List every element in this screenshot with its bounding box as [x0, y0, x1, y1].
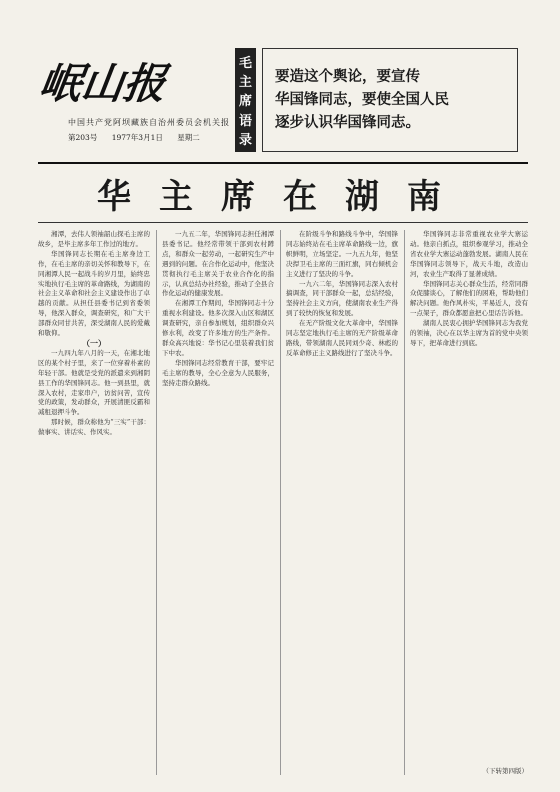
column-divider [280, 230, 281, 775]
paragraph: 那时候，群众称他为“三实”干部：做事实、讲话实、作风实。 [38, 418, 150, 437]
banner-char: 录 [238, 132, 252, 148]
quote-line: 要造这个舆论，要宣传 [275, 68, 420, 85]
column-2 [162, 230, 274, 775]
paragraph: 华国锋同志关心群众生活，经常同群众促膝谈心，了解他们的困难，帮助他们解决问题。他作风朴实，平易近人，没有一点架子，群众都愿意把心里话告诉他。 [410, 279, 528, 318]
masthead [38, 28, 528, 154]
issue-number: 第203号 [68, 133, 98, 142]
paragraph: 一九五二年，华国锋同志担任湘潭县委书记。他经常带领干部到农村蹲点，和群众一起劳动，一起研究生产中遇到的问题。在合作化运动中，他坚决贯彻执行毛主席关于农业合作化的指示，认真总结办社经验，推动了全县合作化运动的健康发展。 [162, 230, 274, 298]
paragraph: 在阶级斗争和路线斗争中，华国锋同志始终站在毛主席革命路线一边，旗帜鲜明，立场坚定。一九五九年，他坚决捍卫毛主席的三面红旗，同右倾机会主义进行了坚决的斗争。 [286, 230, 398, 278]
newspaper-logo [36, 52, 170, 112]
column-1 [38, 230, 150, 775]
paragraph: 一九四九年八月的一天，在湘北地区的某个村子里，来了一位穿着朴素的年轻干部。他就是受党的派遣来到湘阴县工作的华国锋同志。他一到县里，就深入农村，走家串户，访贫问苦，宣传党的政策，发动群众，开展清匪反霸和减租退押斗争。 [38, 348, 150, 417]
headline: 华主席在湖南 [97, 176, 469, 217]
banner-char: 毛 [238, 56, 252, 72]
issue-line [68, 132, 212, 143]
article-body [38, 230, 528, 775]
paragraph: 湘潭，去伟人领袖韶山探毛主席的故乡，是毕主席多年工作过的地方。 [38, 230, 150, 248]
paragraph: 华国锋同志经常教育干部，要牢记毛主席的教导，全心全意为人民服务，坚持走群众路线。 [162, 358, 274, 387]
paragraph: 一九六二年，华国锋同志深入农村搞调查，同干部群众一起，总结经验，坚持社会主义方向，使湖南农业生产得到了较快的恢复和发展。 [286, 279, 398, 318]
paragraph: 华国锋同志非常重视农业学大寨运动。他亲自抓点，组织参观学习，推动全省农业学大寨运动蓬勃发展。湖南人民在华国锋同志领导下，战天斗地，改造山河，农业生产取得了显著成绩。 [410, 230, 528, 278]
paragraph: 湖南人民衷心拥护华国锋同志为我党的领袖，决心在以华主席为首的党中央领导下，把革命进行到底。 [410, 319, 528, 347]
quotation-box [262, 48, 518, 152]
svg-text:岷山报: 岷山报 [36, 58, 170, 108]
banner-char: 席 [238, 94, 252, 110]
banner-char: 语 [238, 113, 252, 129]
organization-line: 中国共产党阿坝藏族自治州委员会机关报 [68, 118, 230, 127]
column-divider [156, 230, 157, 775]
column-divider [404, 230, 405, 775]
continued-notice: （下转第四版） [482, 767, 528, 775]
paragraph: 华国锋同志长期在毛主席身边工作，在毛主席的亲切关怀和教导下，在同湘潭人民一起战斗的岁月里，始终忠实地执行毛主席的革命路线，为湖南的社会主义革命和社会主义建设作出了卓越的贡献。从担任县委书记到省委领导，他深入群众，调查研究，和广大干部群众同甘共苦，深受湖南人民的爱戴和敬仰。 [38, 249, 150, 338]
paragraph: 在湘潭工作期间，华国锋同志十分重视水利建设。他多次深入山区和湖区调查研究，亲自参加规划，组织群众兴修水利，改变了许多地方的生产条件。群众高兴地说：华书记心里装着我们贫下中农。 [162, 299, 274, 357]
headline-rule [38, 222, 528, 223]
column-3 [286, 230, 398, 775]
quotation-banner [235, 48, 256, 152]
column-4 [410, 230, 528, 775]
issue-weekday: 星期二 [177, 133, 200, 142]
issue-date: 1977年3月1日 [111, 133, 163, 142]
quote-line: 逐步认识华国锋同志。 [275, 114, 420, 131]
masthead-rule [38, 162, 528, 164]
section-heading: （一） [82, 337, 106, 348]
banner-char: 主 [238, 75, 252, 91]
quote-line: 华国锋同志，要使全国人民 [275, 91, 449, 108]
paragraph: 在无产阶级文化大革命中，华国锋同志坚定地执行毛主席的无产阶级革命路线，带领湖南人民同刘少奇、林彪的反革命修正主义路线进行了坚决斗争。 [286, 319, 398, 357]
